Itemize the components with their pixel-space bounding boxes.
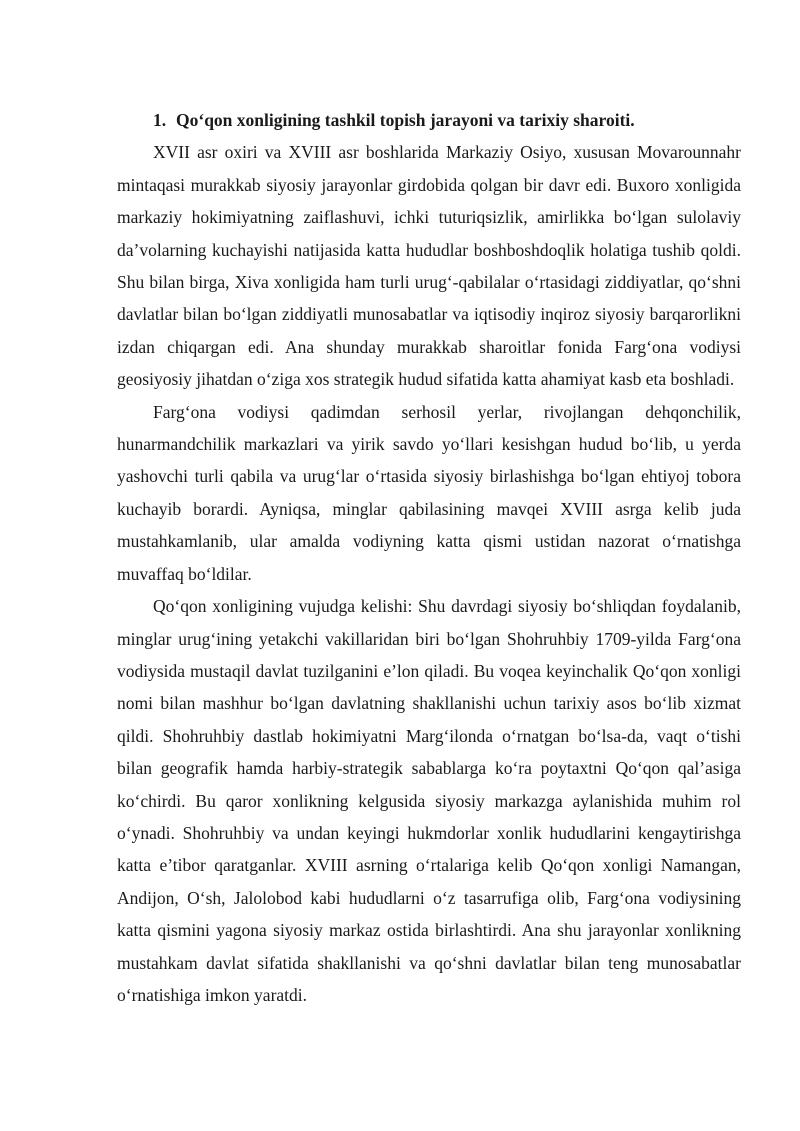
section-title: Qo‘qon xonligining tashkil topish jarayoni va tarixiy sharoiti. <box>176 110 635 130</box>
paragraph-2: Farg‘ona vodiysi qadimdan serhosil yerlar, rivojlangan dehqonchilik, hunarmandchilik markazlari va yirik savdo yo‘llari kesishgan hudud bo‘lib, u yerda yashovchi turli qabila va urug‘lar o‘rtasida siyosiy birlashishga bo‘lgan ehtiyoj tobora kuchayib borardi. Ayniqsa, minglar qabilasining mavqei XVIII asrga kelib juda mustahkamlanib, ular amalda vodiyning katta qismi ustidan nazorat o‘rnatishga muvaffaq bo‘ldilar. <box>117 401 741 584</box>
section-heading <box>117 104 741 136</box>
document-body <box>117 104 741 1011</box>
section-number: 1. <box>153 110 167 130</box>
paragraph-1: XVII asr oxiri va XVIII asr boshlarida Markaziy Osiyo, xususan Movarounnahr mintaqasi murakkab siyosiy jarayonlar girdobida qolgan bir davr edi. Buxoro xonligida markaziy hokimiyatning zaiflashuvi, ichki tuturiqsizlik, amirlikka bo‘lgan sulolaviy da’volarning kuchayishi natijasida katta hududlar boshboshdoqlik holatiga tushib qoldi. Shu bilan birga, Xiva xonligida ham turli urug‘-qabilalar o‘rtasidagi ziddiyatlar, qo‘shni davlatlar bilan bo‘lgan ziddiyatli munosabatlar va iqtisodiy inqiroz siyosiy barqarorlikni izdan chiqargan edi. Ana shunday murakkab sharoitlar fonida Farg‘ona vodiysi geosiyosiy jihatdan o‘ziga xos strategik hudud sifatida katta ahamiyat kasb eta boshladi. <box>117 142 741 390</box>
paragraph-3: Qo‘qon xonligining vujudga kelishi: Shu davrdagi siyosiy bo‘shliqdan foydalanib, minglar urug‘ining yetakchi vakillaridan biri bo‘lgan Shohruhbiy 1709-yilda Farg‘ona vodiysida mustaqil davlat tuzilganini e’lon qiladi. Bu voqea keyinchalik Qo‘qon xonligi nomi bilan mashhur bo‘lgan davlatning shakllanishi uchun tarixiy asos bo‘lib xizmat qildi. Shohruhbiy dastlab hokimiyatni Marg‘ilonda o‘rnatgan bo‘lsa-da, vaqt o‘tishi bilan geografik hamda harbiy-strategik sabablarga ko‘ra poytaxtni Qo‘qon qal’asiga ko‘chirdi. Bu qaror xonlikning kelgusida siyosiy markazga aylanishida muhim rol o‘ynadi. Shohruhbiy va undan keyingi hukmdorlar xonlik hududlarini kengaytirishga katta e’tibor qaratganlar. XVIII asrning o‘rtalariga kelib Qo‘qon xonligi Namangan, Andijon, O‘sh, Jalolobod kabi hududlarni o‘z tasarrufiga olib, Farg‘ona vodiysining katta qismini yagona siyosiy markaz ostida birlashtirdi. Ana shu jarayonlar xonlikning mustahkam davlat sifatida shakllanishi va qo‘shni davlatlar bilan teng munosabatlar o‘rnatishiga imkon yaratdi. <box>117 596 741 1005</box>
